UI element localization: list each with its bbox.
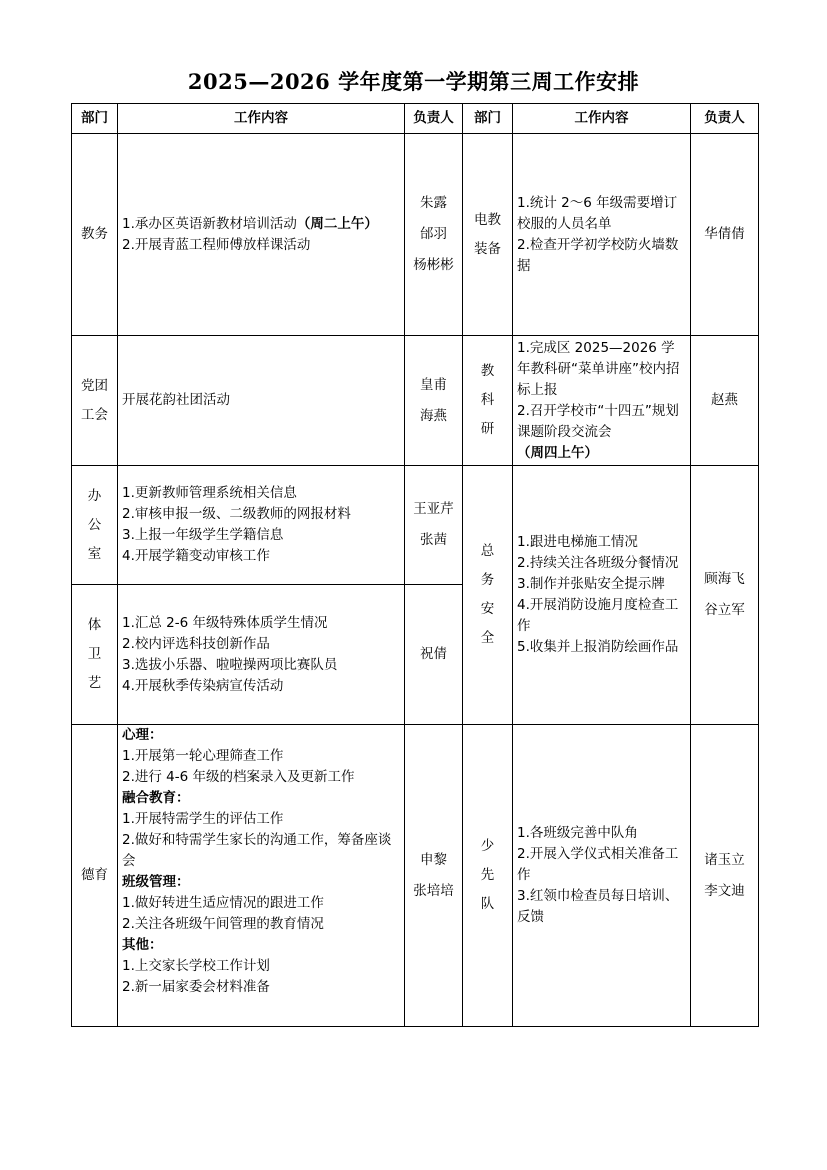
header-person-2: 负责人	[691, 104, 759, 134]
content-dianjiao: 1.统计 2～6 年级需要增订校服的人员名单 2.检查开学初学校防火墙数据	[513, 134, 691, 336]
person-dianjiao: 华倩倩	[691, 134, 759, 336]
table-row	[72, 134, 759, 336]
dept-tiwei: 体 卫 艺	[72, 585, 118, 725]
person-shaoxian: 诸玉立 李文迪	[691, 725, 759, 1027]
table-row	[72, 466, 759, 585]
table-row	[72, 725, 759, 1027]
page-title: 2025—2026 学年度第一学期第三周工作安排	[187, 69, 640, 94]
header-content: 工作内容	[118, 104, 405, 134]
dept-jiaowu: 教务	[72, 134, 118, 336]
person-dangtuan: 皇甫 海燕	[405, 336, 463, 466]
dept-dianjiao: 电教 装备	[463, 134, 513, 336]
person-tiwei: 祝倩	[405, 585, 463, 725]
person-zongwu: 顾海飞 谷立军	[691, 466, 759, 725]
dept-jiaoke: 教 科 研	[463, 336, 513, 466]
content-dangtuan: 开展花韵社团活动	[118, 336, 405, 466]
dept-zongwu: 总 务 安 全	[463, 466, 513, 725]
content-zongwu: 1.跟进电梯施工情况 2.持续关注各班级分餐情况 3.制作并张贴安全提示牌 4.开展消防设施月度检查工作 5.收集并上报消防绘画作品	[513, 466, 691, 725]
dept-deyu: 德育	[72, 725, 118, 1027]
dept-shaoxian: 少 先 队	[463, 725, 513, 1027]
header-dept: 部门	[72, 104, 118, 134]
content-jiaoke: 1.完成区 2025—2026 学年教科研“菜单讲座”校内招标上报 2.召开学校市“十四五”规划课题阶段交流会（周四上午）	[513, 336, 691, 466]
header-row	[72, 104, 759, 134]
content-tiwei: 1.汇总 2-6 年级特殊体质学生情况 2.校内评选科技创新作品 3.选拔小乐器、啦啦操两项比赛队员 4.开展秋季传染病宣传活动	[118, 585, 405, 725]
dept-dangtuan: 党团 工会	[72, 336, 118, 466]
content-deyu: 心理： 1.开展第一轮心理筛查工作 2.进行 4-6 年级的档案录入及更新工作 融合教育： 1.开展特需学生的评估工作 2.做好和特需学生家长的沟通工作，筹备座谈会 班级管理： 1.做好转进生适应情况的跟进工作 2.关注各班级午间管理的教育情况 其他： 1.上交家长学校工作计划 2.新一届家委会材料准备	[118, 725, 405, 1027]
person-deyu: 申黎 张培培	[405, 725, 463, 1027]
person-jiaoke: 赵燕	[691, 336, 759, 466]
content-jiaowu: 1.承办区英语新教材培训活动（周二上午） 2.开展青蓝工程师傅放样课活动	[118, 134, 405, 336]
table-row	[72, 336, 759, 466]
header-dept-2: 部门	[463, 104, 513, 134]
person-bangong: 王亚芹 张茜	[405, 466, 463, 585]
header-person: 负责人	[405, 104, 463, 134]
content-bangong: 1.更新教师管理系统相关信息 2.审核申报一级、二级教师的网报材料 3.上报一年级学生学籍信息 4.开展学籍变动审核工作	[118, 466, 405, 585]
header-content-2: 工作内容	[513, 104, 691, 134]
dept-bangong: 办 公 室	[72, 466, 118, 585]
content-shaoxian: 1.各班级完善中队角 2.开展入学仪式相关准备工作 3.红领巾检查员每日培训、反馈	[513, 725, 691, 1027]
schedule-table	[71, 103, 759, 1027]
person-jiaowu: 朱露 邰羽 杨彬彬	[405, 134, 463, 336]
